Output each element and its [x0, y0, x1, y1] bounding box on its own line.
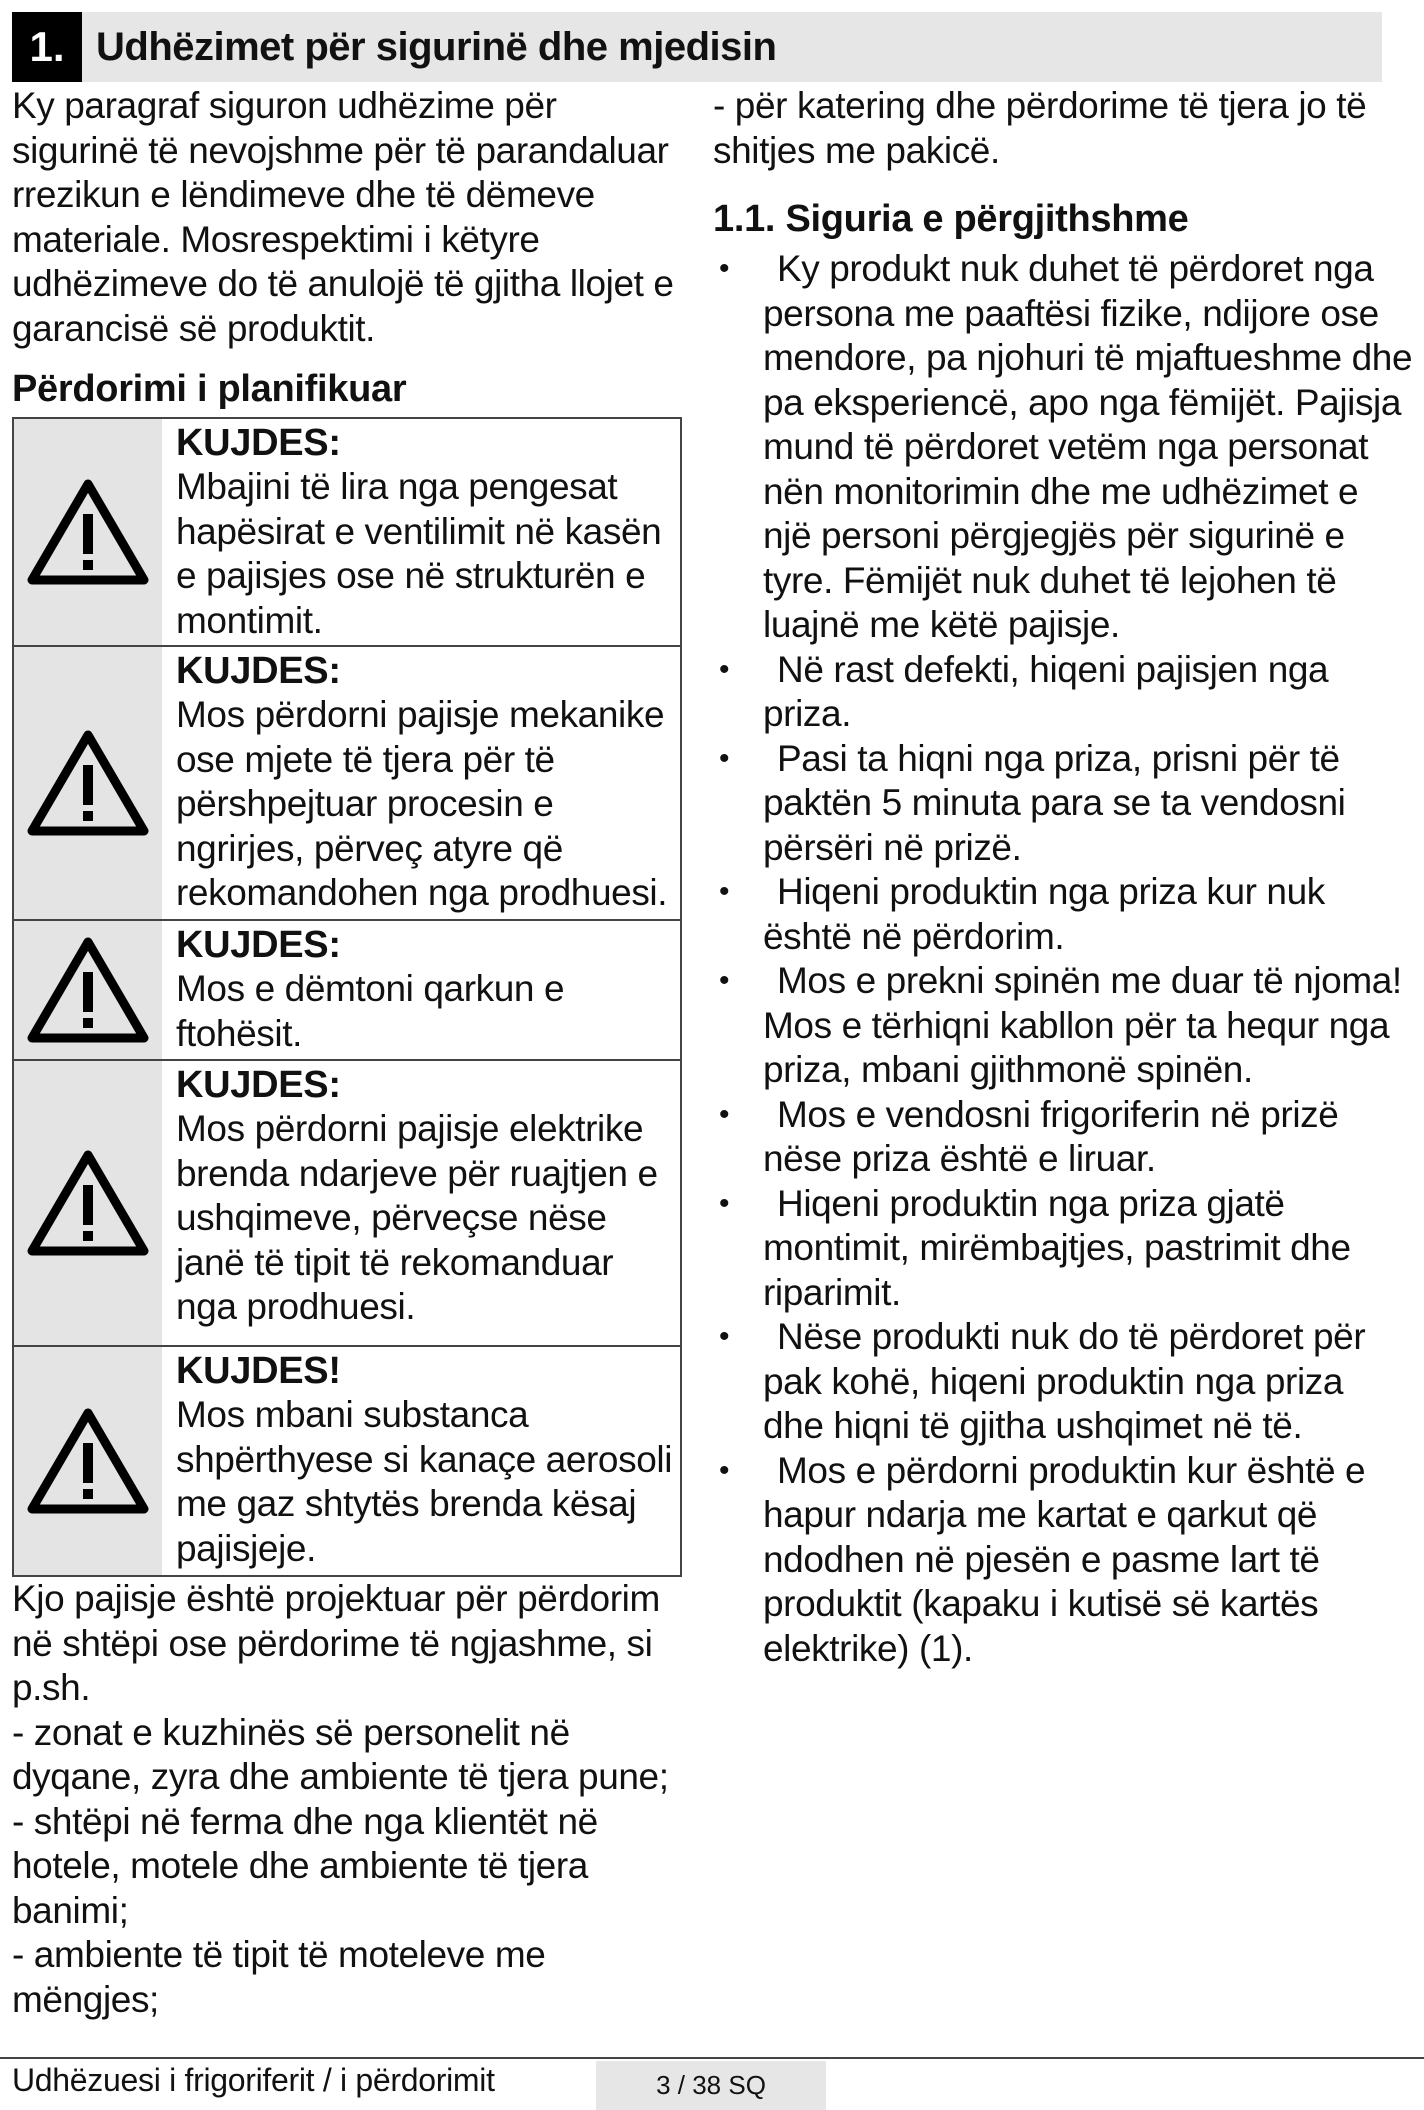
left-column	[12, 84, 682, 2022]
warning-triangle-icon	[26, 936, 150, 1044]
footer-manual-title: Udhëzuesi i frigoriferit / i përdorimit	[12, 2062, 495, 2098]
warning-title: KUJDES:	[176, 1064, 341, 1106]
bullet: •	[719, 652, 730, 686]
use-item: - zonat e kuzhinës së personelit në dyqane, zyra dhe ambiente të tjera pune;	[12, 1711, 669, 1797]
safety-list	[713, 247, 1413, 1671]
warning-triangle-icon	[26, 1407, 150, 1515]
list-item: • Hiqeni produktin nga priza kur nuk është në përdorim.	[719, 871, 1325, 957]
general-safety-heading: 1.1. Siguria e përgjithshme	[713, 198, 1189, 240]
bullet: •	[719, 964, 730, 997]
warning-triangle-icon	[26, 729, 150, 837]
bullet: •	[719, 875, 730, 908]
list-item: • Pasi ta hiqni nga priza, prisni për të paktën 5 minuta para se ta vendosni përsëri në prizë.	[719, 737, 1346, 868]
section-header	[12, 12, 1382, 82]
list-item: • Mos e prekni spinën me duar të njoma! Mos e tërhiqni kabllon për ta hequr nga priza, mbani gjithmonë spinën.	[719, 960, 1402, 1090]
warning-triangle-icon	[26, 478, 150, 586]
use-item: - për katering dhe përdorime të tjera jo të shitjes me pakicë.	[713, 85, 1367, 171]
warning-row	[14, 1345, 680, 1575]
bullet: •	[719, 252, 730, 285]
bullet: •	[719, 1320, 730, 1353]
warning-text: Mos përdorni pajisje elektrike brenda ndarjeve për ruajtjen e ushqimeve, përveçse nëse janë të tipit të rekomanduar nga prodhuesi.	[176, 1108, 658, 1327]
section-number: 1.	[12, 12, 82, 82]
intro-paragraph: Ky paragraf siguron udhëzime për sigurinë të nevojshme për të parandaluar rrezikun e lëndimeve dhe të dëmeve materiale. Mosrespektimi i këtyre udhëzimeve do të anulojë të gjitha llojet e garancisë së produktit.	[12, 85, 674, 349]
list-item: • Mos e vendosni frigoriferin në prizë nëse priza është e liruar.	[719, 1093, 1339, 1179]
warning-text: Mbajini të lira nga pengesat hapësirat e ventilimit në kasën e pajisjes ose në strukturën e montimit.	[176, 466, 662, 641]
warning-title: KUJDES:	[176, 650, 341, 692]
warning-row	[14, 1059, 680, 1345]
warning-table	[12, 417, 682, 1577]
bullet: •	[719, 1453, 730, 1487]
footer-divider	[0, 2057, 1424, 2059]
list-item: • Në rast defekti, hiqeni pajisjen nga priza.	[719, 648, 1329, 734]
page-number: 3 / 38 SQ	[596, 2061, 826, 2110]
warning-row	[14, 645, 680, 919]
warning-title: KUJDES:	[176, 422, 341, 464]
intended-use-heading: Përdorimi i planifikuar	[12, 368, 407, 410]
bullet: •	[719, 1186, 730, 1220]
warning-text: Mos përdorni pajisje mekanike ose mjete të tjera për të përshpejtuar procesin e ngrirjes, përveç atyre që rekomandohen nga prodhuesi.	[176, 694, 668, 913]
list-item: • Nëse produkti nuk do të përdoret për pak kohë, hiqeni produktin nga priza dhe hiqni të gjitha ushqimet në të.	[719, 1316, 1366, 1446]
warning-row	[14, 919, 680, 1059]
use-item: - ambiente të tipit të moteleve me mëngjes;	[12, 1934, 546, 2020]
warning-triangle-icon	[26, 1149, 150, 1257]
warning-row	[14, 419, 680, 645]
use-item: - shtëpi në ferma dhe nga klientët në hotele, motele dhe ambiente të tjera banimi;	[12, 1800, 598, 1931]
bullet: •	[719, 741, 730, 775]
section-title: Udhëzimet për sigurinë dhe mjedisin	[96, 24, 777, 69]
right-column	[713, 84, 1413, 1671]
warning-title: KUJDES:	[176, 924, 341, 966]
household-use-paragraph: Kjo pajisje është projektuar për përdorim në shtëpi ose përdorime të ngjashme, si p.sh.	[12, 1578, 660, 1708]
list-item: • Mos e përdorni produktin kur është e hapur ndarja me kartat e qarkut që ndodhen në pjesën e pasme lart të produktit (kapaku i kutisë së kartës elektrike) (1).	[719, 1449, 1366, 1669]
warning-title: KUJDES!	[176, 1350, 341, 1392]
bullet: •	[719, 1097, 730, 1131]
warning-text: Mos mbani substanca shpërthyese si kanaçe aerosoli me gaz shtytës brenda kësaj pajisjeje.	[176, 1394, 673, 1569]
list-item: • Ky produkt nuk duhet të përdoret nga persona me paaftësi fizike, ndijore ose mendore, pa njohuri të mjaftueshme dhe pa eksperiencë, apo nga fëmijët. Pajisja mund të përdoret vetëm nga personat nën monitorimin dhe me udhëzimet e një personi përgjegjës për sigurinë e tyre. Fëmijët nuk duhet të lejohen të luajnë me këtë pajisje.	[719, 248, 1413, 645]
warning-text: Mos e dëmtoni qarkun e ftohësit.	[176, 968, 565, 1054]
list-item: • Hiqeni produktin nga priza gjatë montimit, mirëmbajtjes, pastrimit dhe riparimit.	[719, 1182, 1351, 1313]
